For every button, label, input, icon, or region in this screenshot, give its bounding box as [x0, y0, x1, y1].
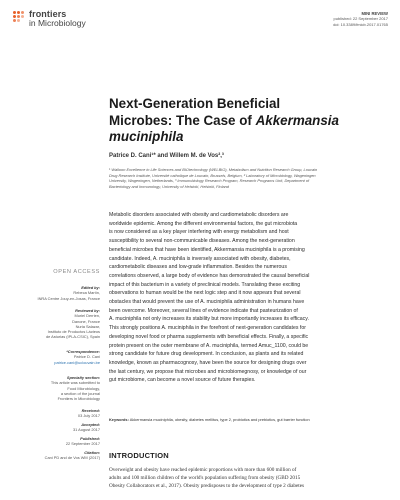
journal-name: frontiers: [29, 9, 67, 19]
title-line-1: Next-Generation Beneficial: [109, 96, 281, 111]
article-meta: [333, 11, 388, 27]
abstract: Metabolic disorders associated with obesity and cardiometabolic disorders are worldwide epidemic. Among the different environmental factors, the gut microbiota is now considered as a key player interfering with energy metabolism and host susceptibility to several non-communicable diseases. Among the next-generation beneficial microbes that have been identified, Akkermansia muciniphila is a promising candidate. Indeed, A. muciniphila is inversely associated with obesity, diabetes, cardiometabolic diseases and low-grade inflammation. Besides the numerous correlations observed, a large body of evidence has demonstrated the causal beneficial impact of this bacterium in a variety of preclinical models. Translating these exciting observations to human would be the next logic step and it now appears that several obstacles that would prevent the use of A. muciniphila administration in humans have been overcome. Moreover, several lines of evidence indicate that pasteurization of A. muciniphila not only increases its stability but more importantly increases its efficacy. This strongly positions A. muciniphila in the forefront of next-generation candidates for developing novel food or pharma supplements with beneficial effects. Finally, a specific protein present on the outer membrane of A. muciniphila, termed Amuc_1100, could be strong candidate for future drug development. In conclusion, as plants and its related knowledge, known as pharmacognosy, have been the source for designing drugs over the last century, we propose that microbes and microbiomegnosy, or knowledge of our gut microbiome, can become a novel source of future therapies.: [109, 212, 310, 384]
citation: Citation: Cani PD and de Vos WM (2017): [44, 450, 100, 461]
correspondence: *Correspondence: Patrice D. Cani patrice.cani@uclouvain.be: [12, 349, 100, 365]
journal-subtitle: in Microbiology: [29, 18, 86, 28]
reviewed-by: Reviewed by: Muriel Derrien, Danone, France Nuria Salazar, Instituto de Productos Lácteos de Asturias (IPLA-CSIC), Spain: [45, 308, 100, 340]
accepted-date: Accepted: 31 August 2017: [72, 422, 100, 433]
authors[interactable]: Patrice D. Cani¹* and Willem M. de Vos²,³: [109, 153, 224, 159]
edited-by: Edited by: Rebeca Martín, INRA Centre Jouy-en-Josas, France: [37, 285, 100, 301]
open-access-badge: OPEN ACCESS: [53, 269, 100, 275]
published-date: published: 22 September 2017: [333, 16, 388, 22]
published-date-sidebar: Published: 22 September 2017: [65, 436, 100, 447]
correspondence-email-link[interactable]: patrice.cani@uclouvain.be: [54, 359, 100, 365]
article-type: MINI REVIEW: [361, 11, 388, 16]
doi-link[interactable]: doi: 10.3389/fmicb.2017.01765: [333, 21, 388, 27]
article-title: [109, 96, 389, 146]
received-date: Received: 03 July 2017: [77, 408, 100, 419]
affiliations: ¹ Walloon Excellence in Life Sciences and BIOtechnology (WELBIO), Metabolism and Nutrition Research Group, Louvain Drug Research Institute, Université catholique de Louvain, Brussels, Belgium, ² Laboratory of Microbiology, Wageningen University, Wageningen, Netherlands, ³ Immunobiology Research Program, Research Programs Unit, Department of Bacteriology and Immunology, University of Helsinki, Helsinki, Finland: [109, 167, 318, 189]
keywords: [109, 417, 389, 422]
frontiers-logo-icon: [12, 11, 26, 25]
journal-logo: [12, 10, 86, 28]
introduction-text: Overweight and obesity have reached epidemic proportions with more than 600 million of adults and 100 million children of the world's population suffering from obesity (GBD 2015 Obesity Collaborators et al., 2017). Obesity predisposes to the development of type 2 diabetes: [109, 467, 305, 489]
section-heading-introduction: INTRODUCTION: [109, 451, 169, 460]
keywords-label: Keywords:: [109, 417, 129, 422]
specialty-section: Specialty section: This article was submitted to Food Microbiology, a section of the journal Frontiers in Microbiology: [50, 375, 100, 402]
title-line-2: Microbes: The Case of Akkermansia: [109, 112, 339, 128]
title-line-3: muciniphila: [109, 129, 184, 144]
keywords-text: Akkermansia muciniphila, obesity, diabetes mellitus, type 2, probiotics and prebiotics, gut barrier function: [129, 417, 310, 422]
